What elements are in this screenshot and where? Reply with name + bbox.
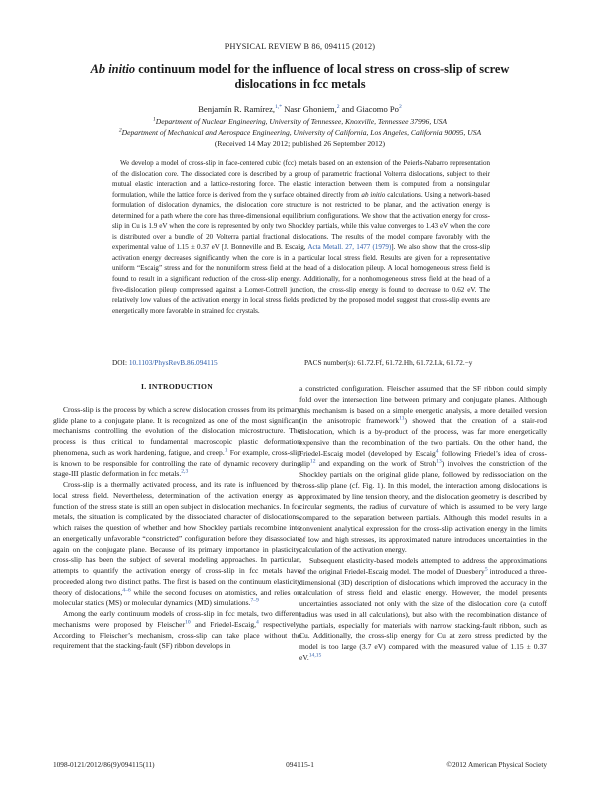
citation-link[interactable]: 5 xyxy=(484,566,488,573)
section-heading: I. INTRODUCTION xyxy=(140,382,213,391)
pacs-numbers: PACS number(s): 61.72.Ff, 61.72.Hh, 61.72.Lk, 61.72.−y xyxy=(304,358,473,367)
received-date: (Received 14 May 2012; published 26 September 2012) xyxy=(214,139,386,148)
paragraph-text: and expanding on the work of Stroh xyxy=(315,459,437,469)
citation-link[interactable]: 7–9 xyxy=(250,597,259,604)
paragraph xyxy=(53,405,301,480)
paragraph-text: Among the early continuum models of cross-slip in fcc metals, two different mechanisms were proposed by Fleischer xyxy=(53,609,301,629)
citation-link[interactable]: 4 xyxy=(435,447,439,454)
abstract-reference-link[interactable]: Acta Metall. 27, 1477 (1979) xyxy=(307,243,392,252)
paragraph-text: Subsequent elasticity-based models attempted to address the approximations of the original Friedel-Escaig model. The model of Duesbery xyxy=(299,556,547,576)
affiliation-text: Department of Mechanical and Aerospace Engineering, University of California, Los Angeles, California 90095, USA xyxy=(121,128,482,137)
footer-issn: 1098-0121/2012/86(9)/094115(11) xyxy=(53,760,155,769)
author-list xyxy=(0,104,600,114)
journal-header: PHYSICAL REVIEW B 86, 094115 (2012) xyxy=(224,42,376,51)
paragraph xyxy=(53,609,301,652)
abstract-text: calculations. Using a network-based formulation of dislocation dynamics, the dislocation core structure is not restricted to be planar, and the activation energy is determined for a path where the core has three-dimensional equilibrium configurations. We show that the activation energy for cross-slip in Cu is 1.9 eV when the core is represented by only two Shockley partials, while this value converges to 1.43 eV when the core is distributed over a bundle of 20 Volterra partial fractional dislocations. The results of the model compare favorably with the experimental value of 1.15 ± 0.37 eV [J. Bonneville and B. Escaig, xyxy=(112,190,490,252)
footer-copyright: ©2012 American Physical Society xyxy=(446,760,547,769)
doi-label: DOI: xyxy=(112,358,129,367)
citation-link[interactable]: 1 xyxy=(224,447,228,454)
paragraph-text: Cross-slip is the process by which a screw dislocation crosses from its primary glide plane to a conjugate plane. It is recognized as one of the most significant mechanisms controlling the evolution of the dislocation microstructure. The process is thus critical to fundamental macroscopic plastic deformation phenomena, such as work hardening, fatigue, and creep. xyxy=(53,404,301,457)
paragraph-text: introduced a three-dimensional (3D) description of dislocations which improved the accuracy in the calculation of stress field and elastic energy. However, the model presents uncertainties associated not only with the size of the dislocation core (a cutoff radius was used in all calculations), but also with the recombination distance of the partials, especially for materials with narrow stacking-fault ribbon, such as Cu. Additionally, the cross-slip energy for Cu at zero stress predicted by the model is too large (3.7 eV) compared with the measured value of 1.15 ± 0.37 eV. xyxy=(299,566,547,662)
title-rest: continuum model for the influence of local stress on cross-slip of screw dislocations in fcc metals xyxy=(135,62,510,91)
abstract-text: We develop a model of cross-slip in face-centered cubic (fcc) metals based on an extension of the Peierls-Nabarro representation of the dislocation core. The dissociated core is described by a group of parametric fractional Volterra dislocations, subject to their mutual elastic interaction and a lattice-restoring force. The elastic interaction between them is computed from a nonsingular formulation, while the lattice force is derived from the γ surface obtained directly from xyxy=(112,159,490,199)
citation-link[interactable]: 13 xyxy=(436,458,442,465)
paragraph-text: following Friedel’s idea of cross-slip xyxy=(299,448,547,469)
author-sup[interactable]: 2 xyxy=(336,104,340,111)
doi-link[interactable]: 10.1103/PhysRevB.86.094115 xyxy=(128,358,218,367)
paragraph-text: ) involves the constriction of the Shockley partials on the original glide plane, followed by redissociation on the cross-slip plane (cf. Fig. 1). In this model, the interaction among dislocations is approximated by line tension theory, and the dislocation geometry is described by circular segments, the radius of curvature of which is assumed to be very large compared to the separation between partials. Although this model results in a convenient analytical expression for the cross-slip activation energy in the limits of low and high stresses, its approximated nature introduces uncertainties in the calculation of the activation energy. xyxy=(299,459,547,555)
paragraph xyxy=(299,556,547,664)
paragraph-text: while the second focuses on atomistics, and relies on molecular statics (MS) or molecular dynamics (MD) simulations. xyxy=(53,587,302,608)
paragraph xyxy=(299,384,547,556)
citation-link[interactable]: 11 xyxy=(399,415,405,422)
affiliation xyxy=(0,128,600,137)
paragraph-text: ) showed that the creation of a stair-rod dislocation, which is a by-product of the process, was far more energetically expensive than the recombination of the two partials. On the other hand, the Friedel-Escaig model (developed by Escaig xyxy=(299,416,548,458)
paragraph-text: a constricted configuration. Fleischer assumed that the SF ribbon could simply fold over the intersection line between primary and conjugate planes. Although this mechanism is based on a simple energetic analysis, a more detailed version (in the anisotropic framework xyxy=(299,384,547,426)
affiliation-text: Department of Nuclear Engineering, University of Tennessee, Knoxville, Tennessee 37996, USA xyxy=(155,117,448,126)
citation-link[interactable]: 4–6 xyxy=(122,586,131,593)
right-column xyxy=(299,384,547,664)
citation-link[interactable]: 10 xyxy=(185,619,191,626)
author-sup[interactable]: 1,* xyxy=(275,104,283,111)
abstract-text: ]. We also show that the cross-slip activation energy decreases significantly when the core is in a particular local stress field. Results are given for a representative uniform “Escaig” stress and for the nonuniform stress field at the head of a dislocation pileup. A local homogeneous stress field is found to result in a significant reduction of the cross-slip energy. Additionally, for a nonhomogeneous stress field at the head of a five-dislocation pileup compressed against a Lomer-Cottrell junction, the cross-slip energy is found to decrease to 0.62 eV. The relatively low values of the activation energy in local stress fields predicted by the proposed model suggest that cross-slip events are energetically more favorable in strained fcc crystals. xyxy=(112,243,491,315)
paragraph-text: respectively. According to Fleischer’s mechanism, cross-slip can take place without the requirement that the stacking-fault (SF) ribbon develops in xyxy=(53,619,301,651)
affiliation xyxy=(0,117,600,126)
author-name[interactable]: and Giacomo Po xyxy=(341,104,399,114)
abstract-italic: ab initio xyxy=(361,190,386,199)
affiliation-sup: 1 xyxy=(152,116,156,123)
paragraph-text: For example, cross-slip is known to be responsible for controlling the rate of dynamic recovery during stage-III plastic deformation in fcc metals. xyxy=(53,447,301,479)
footer-page-number: 094115-1 xyxy=(286,760,314,769)
left-column xyxy=(53,382,301,652)
doi-pacs-line xyxy=(112,358,490,367)
affiliation-sup: 2 xyxy=(118,127,122,134)
citation-link[interactable]: 12 xyxy=(309,458,316,465)
title-italic: Ab initio xyxy=(90,62,136,76)
article-title xyxy=(60,62,540,92)
paragraph-text: and Friedel-Escaig, xyxy=(190,619,257,629)
paragraph xyxy=(53,480,301,609)
citation-link[interactable]: 4 xyxy=(256,619,259,626)
author-name[interactable]: Benjamín R. Ramírez, xyxy=(198,104,276,114)
citation-link[interactable]: 14,15 xyxy=(308,652,322,659)
author-name[interactable]: Nasr Ghoniem, xyxy=(284,104,337,114)
citation-link[interactable]: 2,3 xyxy=(181,468,189,475)
author-sup[interactable]: 2 xyxy=(398,104,402,111)
paragraph-text: Cross-slip is a thermally activated process, and its rate is influenced by the local stress field. Nevertheless, determination of the activation energy as a function of the stress state is still an open subject in dislocation mechanics. In fcc metals, the situation is complicated by the dissociated character of dislocations, which raises the question of whether and how Shockley partials recombine into an energetically unfavorable “constricted” configuration before they disassociate again on the conjugate plane. Because of its primary importance in plasticity, cross-slip has been the subject of several modeling approaches. In particular, attempts to quantify the activation energy of cross-slip in fcc metals have proceeded along two distinct paths. The first is based on the continuum elasticity theory of dislocations, xyxy=(53,480,301,597)
abstract xyxy=(112,158,490,316)
